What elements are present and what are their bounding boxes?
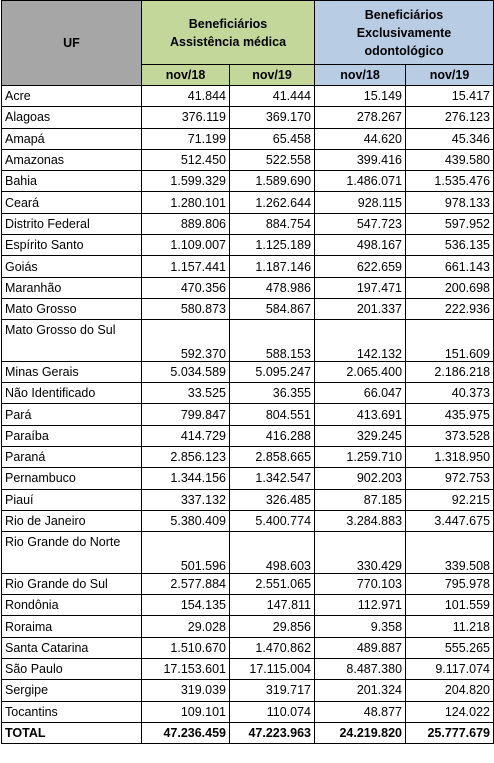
- med-nov19-cell: 41.444: [230, 86, 315, 107]
- uf-cell: Piauí: [2, 489, 142, 510]
- odo-nov18-cell: 1.486.071: [315, 171, 406, 192]
- odo-nov19-cell: 200.698: [406, 277, 494, 298]
- table-row: [2, 404, 494, 425]
- uf-cell: Rio Grande do Sul: [2, 573, 142, 594]
- uf-cell: Distrito Federal: [2, 213, 142, 234]
- uf-cell: Maranhão: [2, 277, 142, 298]
- med-nov19-cell: 1.262.644: [230, 192, 315, 213]
- odo-nov19-cell: 222.936: [406, 298, 494, 319]
- odo-nov19-cell: 555.265: [406, 637, 494, 658]
- med-nov19-cell: 522.558: [230, 149, 315, 170]
- odo-nov18-cell: 48.877: [315, 701, 406, 722]
- med-nov18-cell: 33.525: [142, 383, 230, 404]
- uf-cell: Amapá: [2, 128, 142, 149]
- med-nov19-cell: 17.115.004: [230, 659, 315, 680]
- uf-cell: Acre: [2, 86, 142, 107]
- odo-nov19-cell: 15.417: [406, 86, 494, 107]
- table-row: [2, 616, 494, 637]
- table-row: [2, 86, 494, 107]
- med-nov18-cell: 1.599.329: [142, 171, 230, 192]
- odo-nov18-cell: 928.115: [315, 192, 406, 213]
- uf-cell: Mato Grosso: [2, 298, 142, 319]
- med-nov19-cell: 65.458: [230, 128, 315, 149]
- odo-nov18-cell: 413.691: [315, 404, 406, 425]
- med-nov19-cell: 884.754: [230, 213, 315, 234]
- uf-cell: Bahia: [2, 171, 142, 192]
- header-uf: UF: [2, 1, 142, 86]
- odo-nov18-cell: 201.337: [315, 298, 406, 319]
- uf-cell: Minas Gerais: [2, 361, 142, 382]
- table-row: [2, 425, 494, 446]
- odo-nov18-cell: 9.358: [315, 616, 406, 637]
- uf-cell: Santa Catarina: [2, 637, 142, 658]
- odo-nov18-cell: 399.416: [315, 149, 406, 170]
- header-med-nov18: nov/18: [142, 65, 230, 86]
- table-row: [2, 277, 494, 298]
- uf-cell: Ceará: [2, 192, 142, 213]
- header-odo-nov19: nov/19: [406, 65, 494, 86]
- odo-nov18-cell: 112.971: [315, 595, 406, 616]
- med-nov18-cell: 337.132: [142, 489, 230, 510]
- med-nov19-cell: 478.986: [230, 277, 315, 298]
- med-nov18-cell: 889.806: [142, 213, 230, 234]
- odo-nov18-cell: 2.065.400: [315, 361, 406, 382]
- odo-nov19-cell: 972.753: [406, 468, 494, 489]
- table-row: [2, 107, 494, 128]
- med-nov19-cell: 29.856: [230, 616, 315, 637]
- med-nov18-cell: 109.101: [142, 701, 230, 722]
- med-nov18-cell: 1.510.670: [142, 637, 230, 658]
- uf-cell: São Paulo: [2, 659, 142, 680]
- table-row: [2, 298, 494, 319]
- odo-nov18-cell: 44.620: [315, 128, 406, 149]
- odo-nov19-cell: 151.609: [406, 320, 494, 362]
- odo-nov19-cell: 339.508: [406, 532, 494, 574]
- uf-cell: Amazonas: [2, 149, 142, 170]
- uf-cell: Tocantins: [2, 701, 142, 722]
- table-row: [2, 361, 494, 382]
- med-nov19-cell: 1.342.547: [230, 468, 315, 489]
- total-odo-nov18-cell: 24.219.820: [315, 722, 406, 743]
- med-nov19-cell: 369.170: [230, 107, 315, 128]
- med-nov18-cell: 2.856.123: [142, 447, 230, 468]
- med-nov18-cell: 5.034.589: [142, 361, 230, 382]
- odo-nov19-cell: 661.143: [406, 256, 494, 277]
- odo-nov18-cell: 278.267: [315, 107, 406, 128]
- med-nov18-cell: 1.280.101: [142, 192, 230, 213]
- odo-nov18-cell: 770.103: [315, 573, 406, 594]
- odo-nov18-cell: 330.429: [315, 532, 406, 574]
- uf-cell: Espírito Santo: [2, 235, 142, 256]
- med-nov19-cell: 498.603: [230, 532, 315, 574]
- odo-nov19-cell: 124.022: [406, 701, 494, 722]
- total-med-nov19-cell: 47.223.963: [230, 722, 315, 743]
- odo-nov19-cell: 40.373: [406, 383, 494, 404]
- med-nov19-cell: 5.400.774: [230, 510, 315, 531]
- odo-nov19-cell: 276.123: [406, 107, 494, 128]
- table-body: [2, 86, 494, 744]
- med-nov18-cell: 376.119: [142, 107, 230, 128]
- med-nov19-cell: 1.125.189: [230, 235, 315, 256]
- med-nov19-cell: 5.095.247: [230, 361, 315, 382]
- med-nov19-cell: 2.858.665: [230, 447, 315, 468]
- table-row: [2, 149, 494, 170]
- uf-cell: Rondônia: [2, 595, 142, 616]
- table-row: [2, 256, 494, 277]
- header-odo-nov18: nov/18: [315, 65, 406, 86]
- uf-cell: Pernambuco: [2, 468, 142, 489]
- uf-cell: Sergipe: [2, 680, 142, 701]
- uf-cell: Goiás: [2, 256, 142, 277]
- med-nov19-cell: 588.153: [230, 320, 315, 362]
- med-nov19-cell: 147.811: [230, 595, 315, 616]
- table-row: [2, 637, 494, 658]
- odo-nov19-cell: 978.133: [406, 192, 494, 213]
- odo-nov18-cell: 1.259.710: [315, 447, 406, 468]
- med-nov18-cell: 592.370: [142, 320, 230, 362]
- total-odo-nov19-cell: 25.777.679: [406, 722, 494, 743]
- med-nov18-cell: 154.135: [142, 595, 230, 616]
- odo-nov18-cell: 87.185: [315, 489, 406, 510]
- odo-nov19-cell: 373.528: [406, 425, 494, 446]
- odo-nov19-cell: 204.820: [406, 680, 494, 701]
- med-nov18-cell: 501.596: [142, 532, 230, 574]
- table-row: [2, 595, 494, 616]
- odo-nov19-cell: 101.559: [406, 595, 494, 616]
- med-nov18-cell: 799.847: [142, 404, 230, 425]
- med-nov19-cell: 319.717: [230, 680, 315, 701]
- odo-nov18-cell: 142.132: [315, 320, 406, 362]
- total-row: [2, 722, 494, 743]
- odo-nov19-cell: 1.318.950: [406, 447, 494, 468]
- odo-nov18-cell: 15.149: [315, 86, 406, 107]
- odo-nov19-cell: 45.346: [406, 128, 494, 149]
- odo-nov18-cell: 197.471: [315, 277, 406, 298]
- uf-cell: Pará: [2, 404, 142, 425]
- header-group-medical: Beneficiários Assistência médica: [142, 1, 315, 65]
- odo-nov18-cell: 8.487.380: [315, 659, 406, 680]
- med-nov18-cell: 41.844: [142, 86, 230, 107]
- odo-nov19-cell: 795.978: [406, 573, 494, 594]
- med-nov19-cell: 110.074: [230, 701, 315, 722]
- table-row: [2, 532, 494, 574]
- odo-nov18-cell: 622.659: [315, 256, 406, 277]
- med-nov18-cell: 470.356: [142, 277, 230, 298]
- med-nov18-cell: 580.873: [142, 298, 230, 319]
- table-row: [2, 171, 494, 192]
- odo-nov18-cell: 3.284.883: [315, 510, 406, 531]
- odo-nov19-cell: 536.135: [406, 235, 494, 256]
- table-row: [2, 659, 494, 680]
- med-nov18-cell: 17.153.601: [142, 659, 230, 680]
- med-nov19-cell: 1.470.862: [230, 637, 315, 658]
- odo-nov19-cell: 435.975: [406, 404, 494, 425]
- med-nov18-cell: 319.039: [142, 680, 230, 701]
- med-nov19-cell: 1.187.146: [230, 256, 315, 277]
- odo-nov18-cell: 902.203: [315, 468, 406, 489]
- med-nov19-cell: 36.355: [230, 383, 315, 404]
- med-nov18-cell: 29.028: [142, 616, 230, 637]
- med-nov19-cell: 2.551.065: [230, 573, 315, 594]
- table-row: [2, 489, 494, 510]
- med-nov18-cell: 2.577.884: [142, 573, 230, 594]
- med-nov18-cell: 512.450: [142, 149, 230, 170]
- med-nov19-cell: 416.288: [230, 425, 315, 446]
- uf-cell: Mato Grosso do Sul: [2, 320, 142, 362]
- odo-nov19-cell: 1.535.476: [406, 171, 494, 192]
- med-nov19-cell: 1.589.690: [230, 171, 315, 192]
- odo-nov19-cell: 597.952: [406, 213, 494, 234]
- table-row: [2, 447, 494, 468]
- med-nov18-cell: 5.380.409: [142, 510, 230, 531]
- odo-nov18-cell: 498.167: [315, 235, 406, 256]
- uf-cell: Não Identificado: [2, 383, 142, 404]
- uf-cell: Rio de Janeiro: [2, 510, 142, 531]
- table-row: [2, 213, 494, 234]
- table-row: [2, 573, 494, 594]
- uf-cell: Roraima: [2, 616, 142, 637]
- uf-cell: Paraná: [2, 447, 142, 468]
- total-med-nov18-cell: 47.236.459: [142, 722, 230, 743]
- odo-nov19-cell: 2.186.218: [406, 361, 494, 382]
- table-row: [2, 128, 494, 149]
- odo-nov18-cell: 489.887: [315, 637, 406, 658]
- header-group-dental: Beneficiários Exclusivamente odontológico: [315, 1, 494, 65]
- table-row: [2, 235, 494, 256]
- uf-cell: Paraíba: [2, 425, 142, 446]
- table-row: [2, 320, 494, 362]
- odo-nov18-cell: 66.047: [315, 383, 406, 404]
- table-row: [2, 680, 494, 701]
- odo-nov19-cell: 3.447.675: [406, 510, 494, 531]
- med-nov18-cell: 71.199: [142, 128, 230, 149]
- med-nov19-cell: 804.551: [230, 404, 315, 425]
- med-nov18-cell: 414.729: [142, 425, 230, 446]
- table-row: [2, 383, 494, 404]
- uf-cell: Alagoas: [2, 107, 142, 128]
- odo-nov18-cell: 547.723: [315, 213, 406, 234]
- med-nov18-cell: 1.157.441: [142, 256, 230, 277]
- odo-nov19-cell: 9.117.074: [406, 659, 494, 680]
- total-uf-cell: TOTAL: [2, 722, 142, 743]
- med-nov18-cell: 1.344.156: [142, 468, 230, 489]
- med-nov19-cell: 584.867: [230, 298, 315, 319]
- table-row: [2, 510, 494, 531]
- odo-nov19-cell: 92.215: [406, 489, 494, 510]
- header-med-nov19: nov/19: [230, 65, 315, 86]
- odo-nov19-cell: 11.218: [406, 616, 494, 637]
- med-nov18-cell: 1.109.007: [142, 235, 230, 256]
- odo-nov18-cell: 329.245: [315, 425, 406, 446]
- table-row: [2, 468, 494, 489]
- med-nov19-cell: 326.485: [230, 489, 315, 510]
- odo-nov18-cell: 201.324: [315, 680, 406, 701]
- uf-cell: Rio Grande do Norte: [2, 532, 142, 574]
- table-row: [2, 192, 494, 213]
- beneficiaries-table: [1, 0, 494, 744]
- table-row: [2, 701, 494, 722]
- odo-nov19-cell: 439.580: [406, 149, 494, 170]
